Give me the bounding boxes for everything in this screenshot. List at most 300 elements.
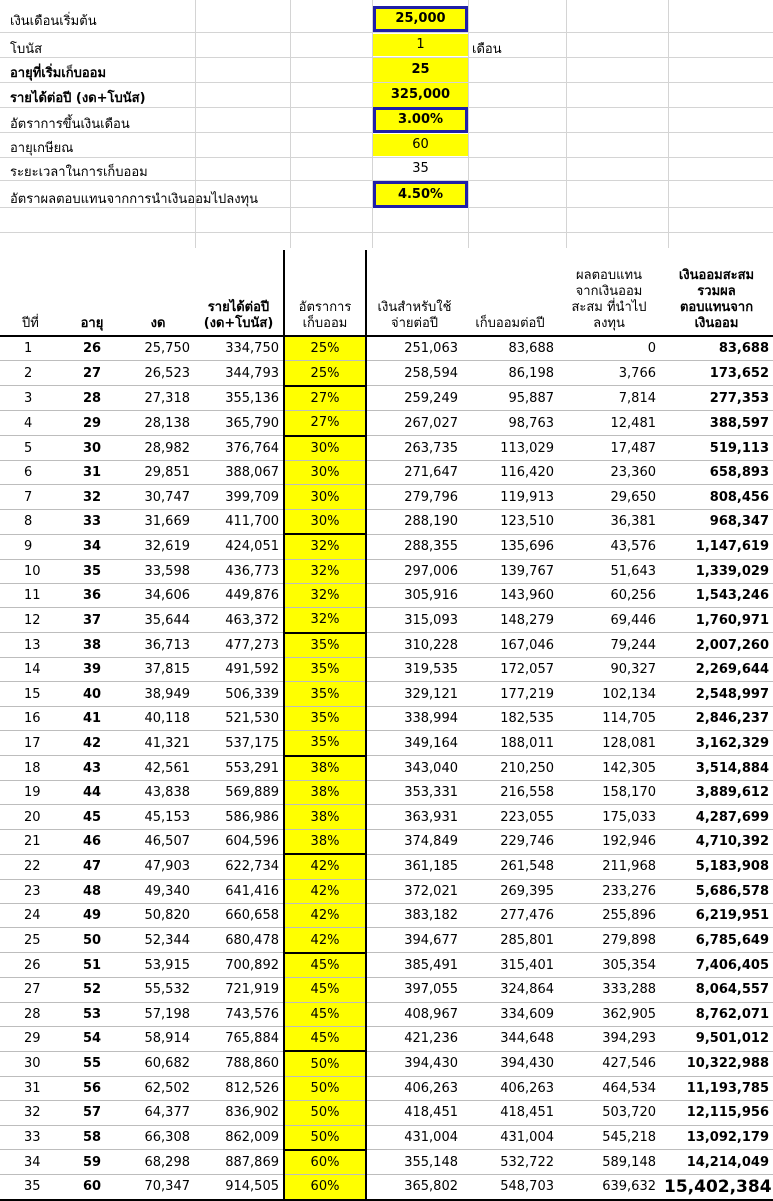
saving-cell: 143,960 <box>462 583 558 607</box>
year-cell: 19 <box>0 781 62 805</box>
saving-cell: 334,609 <box>462 1002 558 1026</box>
saving-rate-cell[interactable]: 60% <box>284 1150 366 1175</box>
header-year-label: ปีที่ <box>22 316 39 331</box>
salary-cell: 36,713 <box>122 633 194 658</box>
age-cell: 53 <box>62 1002 122 1026</box>
total-cell: 388,597 <box>660 411 773 436</box>
total-cell: 13,092,179 <box>660 1125 773 1150</box>
age-cell: 28 <box>62 386 122 411</box>
table-row <box>0 1150 773 1175</box>
income-cell: 463,372 <box>194 608 284 633</box>
header-returns-line: ผลตอบแทน <box>576 268 642 283</box>
salary-cell: 28,138 <box>122 411 194 436</box>
saving-rate-cell[interactable]: 50% <box>284 1101 366 1125</box>
returns-cell: 192,946 <box>558 829 660 854</box>
param-label-annual-income: รายได้ต่อปี (งด+โบนัส) <box>10 91 146 106</box>
param-unit-bonus: เดือน <box>472 42 502 57</box>
saving-rate-cell[interactable]: 27% <box>284 386 366 411</box>
saving-cell: 406,263 <box>462 1076 558 1100</box>
returns-cell: 128,081 <box>558 731 660 756</box>
total-cell: 5,686,578 <box>660 879 773 903</box>
salary-cell: 49,340 <box>122 879 194 903</box>
total-cell: 2,846,237 <box>660 706 773 730</box>
saving-rate-cell[interactable]: 32% <box>284 534 366 559</box>
returns-cell: 464,534 <box>558 1076 660 1100</box>
year-cell: 31 <box>0 1076 62 1100</box>
spending-cell: 431,004 <box>366 1125 462 1150</box>
year-cell: 28 <box>0 1002 62 1026</box>
total-cell: 2,007,260 <box>660 633 773 658</box>
param-value-raise-rate[interactable]: 3.00% <box>373 107 468 133</box>
age-cell: 58 <box>62 1125 122 1150</box>
saving-cell: 261,548 <box>462 854 558 879</box>
age-cell: 47 <box>62 854 122 879</box>
saving-rate-cell[interactable]: 45% <box>284 978 366 1002</box>
saving-cell: 177,219 <box>462 682 558 706</box>
table-row <box>0 829 773 854</box>
param-label-start-age: อายุที่เริ่มเก็บออม <box>10 66 107 81</box>
age-cell: 59 <box>62 1150 122 1175</box>
table-row <box>0 1125 773 1150</box>
grid-line <box>0 32 773 33</box>
age-cell: 43 <box>62 756 122 781</box>
age-cell: 54 <box>62 1026 122 1051</box>
header-spend-line: จ่ายต่อปี <box>390 316 439 331</box>
age-cell: 35 <box>62 559 122 583</box>
saving-cell: 344,648 <box>462 1026 558 1051</box>
returns-cell: 175,033 <box>558 805 660 829</box>
spending-cell: 288,190 <box>366 509 462 534</box>
returns-cell: 51,643 <box>558 559 660 583</box>
returns-cell: 29,650 <box>558 485 660 509</box>
total-cell: 12,115,956 <box>660 1101 773 1125</box>
header-returns-line: จากเงินออม <box>575 284 643 299</box>
returns-cell: 79,244 <box>558 633 660 658</box>
saving-rate-cell[interactable]: 45% <box>284 953 366 978</box>
income-cell: 721,919 <box>194 978 284 1002</box>
year-cell: 24 <box>0 903 62 927</box>
year-cell: 2 <box>0 361 62 386</box>
spending-cell: 251,063 <box>366 336 462 361</box>
param-value-retire-age[interactable]: 60 <box>373 134 468 156</box>
saving-cell: 548,703 <box>462 1175 558 1200</box>
param-value-bonus[interactable]: 1 <box>373 34 468 56</box>
year-cell: 13 <box>0 633 62 658</box>
total-cell: 83,688 <box>660 336 773 361</box>
saving-rate-cell[interactable]: 35% <box>284 706 366 730</box>
income-cell: 521,530 <box>194 706 284 730</box>
spending-cell: 263,735 <box>366 436 462 461</box>
income-cell: 477,273 <box>194 633 284 658</box>
saving-cell: 285,801 <box>462 928 558 953</box>
saving-rate-cell[interactable]: 27% <box>284 411 366 436</box>
table-row <box>0 1026 773 1051</box>
saving-cell: 210,250 <box>462 756 558 781</box>
returns-cell: 17,487 <box>558 436 660 461</box>
saving-rate-cell[interactable]: 38% <box>284 756 366 781</box>
saving-cell: 418,451 <box>462 1101 558 1125</box>
saving-rate-cell[interactable]: 42% <box>284 879 366 903</box>
income-cell: 344,793 <box>194 361 284 386</box>
salary-cell: 60,682 <box>122 1051 194 1076</box>
saving-rate-cell[interactable]: 30% <box>284 485 366 509</box>
year-cell: 34 <box>0 1150 62 1175</box>
table-row <box>0 386 773 411</box>
saving-rate-cell[interactable]: 38% <box>284 805 366 829</box>
returns-cell: 12,481 <box>558 411 660 436</box>
table-row <box>0 633 773 658</box>
total-cell: 5,183,908 <box>660 854 773 879</box>
salary-cell: 47,903 <box>122 854 194 879</box>
saving-cell: 188,011 <box>462 731 558 756</box>
salary-cell: 38,949 <box>122 682 194 706</box>
saving-rate-cell[interactable]: 42% <box>284 903 366 927</box>
saving-cell: 167,046 <box>462 633 558 658</box>
returns-cell: 102,134 <box>558 682 660 706</box>
salary-cell: 46,507 <box>122 829 194 854</box>
saving-cell: 172,057 <box>462 658 558 682</box>
header-age <box>62 250 122 336</box>
spending-cell: 418,451 <box>366 1101 462 1125</box>
param-label-retire-age: อายุเกษียณ <box>10 141 74 156</box>
saving-rate-cell[interactable]: 35% <box>284 658 366 682</box>
salary-cell: 31,669 <box>122 509 194 534</box>
saving-rate-cell[interactable]: 35% <box>284 633 366 658</box>
param-label-bonus: โบนัส <box>10 42 43 57</box>
header-spend-line: เงินสำหรับใช้ <box>377 300 452 315</box>
saving-cell: 86,198 <box>462 361 558 386</box>
spending-cell: 363,931 <box>366 805 462 829</box>
table-row <box>0 1051 773 1076</box>
income-cell: 506,339 <box>194 682 284 706</box>
income-cell: 812,526 <box>194 1076 284 1100</box>
income-cell: 887,869 <box>194 1150 284 1175</box>
income-cell: 376,764 <box>194 436 284 461</box>
total-cell: 1,760,971 <box>660 608 773 633</box>
returns-cell: 142,305 <box>558 756 660 781</box>
returns-cell: 43,576 <box>558 534 660 559</box>
returns-cell: 90,327 <box>558 658 660 682</box>
age-cell: 34 <box>62 534 122 559</box>
total-cell: 6,219,951 <box>660 903 773 927</box>
total-cell: 15,402,384 <box>660 1175 773 1200</box>
header-rate-line: อัตราการ <box>298 300 352 315</box>
salary-cell: 45,153 <box>122 805 194 829</box>
income-cell: 537,175 <box>194 731 284 756</box>
year-cell: 27 <box>0 978 62 1002</box>
income-cell: 411,700 <box>194 509 284 534</box>
saving-rate-cell[interactable]: 50% <box>284 1051 366 1076</box>
income-cell: 604,596 <box>194 829 284 854</box>
saving-rate-cell[interactable]: 32% <box>284 559 366 583</box>
total-cell: 1,543,246 <box>660 583 773 607</box>
savings-table <box>0 250 773 1201</box>
spending-cell: 343,040 <box>366 756 462 781</box>
salary-cell: 29,851 <box>122 460 194 484</box>
saving-rate-cell[interactable]: 50% <box>284 1125 366 1150</box>
age-cell: 27 <box>62 361 122 386</box>
saving-rate-cell[interactable]: 35% <box>284 682 366 706</box>
spending-cell: 310,228 <box>366 633 462 658</box>
spending-cell: 365,802 <box>366 1175 462 1200</box>
saving-rate-cell[interactable]: 25% <box>284 336 366 361</box>
header-returns-line: ลงทุน <box>593 316 625 331</box>
table-row <box>0 781 773 805</box>
table-row <box>0 460 773 484</box>
income-cell: 765,884 <box>194 1026 284 1051</box>
total-cell: 4,287,699 <box>660 805 773 829</box>
returns-cell: 255,896 <box>558 903 660 927</box>
param-value-annual-income: 325,000 <box>373 83 468 107</box>
param-label-return-rate: อัตราผลตอบแทนจากการนำเงินออมไปลงทุน <box>10 192 259 207</box>
year-cell: 4 <box>0 411 62 436</box>
year-cell: 35 <box>0 1175 62 1200</box>
salary-cell: 64,377 <box>122 1101 194 1125</box>
header-saving-label: เก็บออมต่อปี <box>475 316 545 331</box>
total-cell: 173,652 <box>660 361 773 386</box>
saving-rate-cell[interactable]: 42% <box>284 854 366 879</box>
param-value-start-salary[interactable]: 25,000 <box>373 6 468 32</box>
returns-cell: 639,632 <box>558 1175 660 1200</box>
table-row <box>0 1101 773 1125</box>
saving-rate-cell[interactable]: 42% <box>284 928 366 953</box>
saving-rate-cell[interactable]: 45% <box>284 1002 366 1026</box>
spending-cell: 397,055 <box>366 978 462 1002</box>
spending-cell: 385,491 <box>366 953 462 978</box>
income-cell: 365,790 <box>194 411 284 436</box>
salary-cell: 42,561 <box>122 756 194 781</box>
salary-cell: 34,606 <box>122 583 194 607</box>
header-spending <box>366 250 462 336</box>
saving-cell: 394,430 <box>462 1051 558 1076</box>
param-label-start-salary: เงินเดือนเริ่มต้น <box>10 14 97 29</box>
header-salary-label: งด <box>150 316 166 331</box>
year-cell: 17 <box>0 731 62 756</box>
returns-cell: 3,766 <box>558 361 660 386</box>
grid-line <box>566 0 567 248</box>
income-cell: 660,658 <box>194 903 284 927</box>
income-cell: 424,051 <box>194 534 284 559</box>
salary-cell: 68,298 <box>122 1150 194 1175</box>
param-value-return-rate[interactable]: 4.50% <box>373 181 468 208</box>
table-row <box>0 559 773 583</box>
year-cell: 25 <box>0 928 62 953</box>
total-cell: 968,347 <box>660 509 773 534</box>
table-body <box>0 336 773 1200</box>
total-cell: 6,785,649 <box>660 928 773 953</box>
table-row <box>0 756 773 781</box>
total-cell: 7,406,405 <box>660 953 773 978</box>
header-year <box>0 250 62 336</box>
header-rate-line: เก็บออม <box>302 316 348 331</box>
income-cell: 449,876 <box>194 583 284 607</box>
saving-rate-cell[interactable]: 35% <box>284 731 366 756</box>
header-income-line: รายได้ต่อปี <box>207 300 270 315</box>
saving-cell: 139,767 <box>462 559 558 583</box>
salary-cell: 52,344 <box>122 928 194 953</box>
age-cell: 33 <box>62 509 122 534</box>
returns-cell: 233,276 <box>558 879 660 903</box>
year-cell: 16 <box>0 706 62 730</box>
table-row <box>0 805 773 829</box>
age-cell: 36 <box>62 583 122 607</box>
age-cell: 42 <box>62 731 122 756</box>
age-cell: 56 <box>62 1076 122 1100</box>
year-cell: 14 <box>0 658 62 682</box>
saving-rate-cell[interactable]: 30% <box>284 436 366 461</box>
age-cell: 46 <box>62 829 122 854</box>
header-total <box>660 250 773 336</box>
year-cell: 3 <box>0 386 62 411</box>
salary-cell: 66,308 <box>122 1125 194 1150</box>
income-cell: 622,734 <box>194 854 284 879</box>
total-cell: 519,113 <box>660 436 773 461</box>
param-value-start-age[interactable]: 25 <box>373 58 468 82</box>
saving-rate-cell[interactable]: 50% <box>284 1076 366 1100</box>
saving-rate-cell[interactable]: 38% <box>284 781 366 805</box>
saving-cell: 182,535 <box>462 706 558 730</box>
table-row <box>0 903 773 927</box>
salary-cell: 41,321 <box>122 731 194 756</box>
income-cell: 553,291 <box>194 756 284 781</box>
total-cell: 277,353 <box>660 386 773 411</box>
saving-cell: 98,763 <box>462 411 558 436</box>
salary-cell: 40,118 <box>122 706 194 730</box>
income-cell: 680,478 <box>194 928 284 953</box>
year-cell: 5 <box>0 436 62 461</box>
table-row <box>0 879 773 903</box>
income-cell: 569,889 <box>194 781 284 805</box>
spending-cell: 406,263 <box>366 1076 462 1100</box>
header-returns <box>558 250 660 336</box>
income-cell: 586,986 <box>194 805 284 829</box>
header-total-line: รวมผล <box>697 284 736 299</box>
table-row <box>0 1076 773 1100</box>
spending-cell: 258,594 <box>366 361 462 386</box>
total-cell: 808,456 <box>660 485 773 509</box>
table-row <box>0 361 773 386</box>
header-returns-line: สะสม ที่นำไป <box>571 300 647 315</box>
spending-cell: 421,236 <box>366 1026 462 1051</box>
total-cell: 1,339,029 <box>660 559 773 583</box>
table-row <box>0 411 773 436</box>
saving-rate-cell[interactable]: 32% <box>284 583 366 607</box>
saving-rate-cell[interactable]: 38% <box>284 829 366 854</box>
year-cell: 8 <box>0 509 62 534</box>
table-row <box>0 953 773 978</box>
returns-cell: 545,218 <box>558 1125 660 1150</box>
age-cell: 32 <box>62 485 122 509</box>
saving-rate-cell[interactable]: 25% <box>284 361 366 386</box>
returns-cell: 362,905 <box>558 1002 660 1026</box>
income-cell: 743,576 <box>194 1002 284 1026</box>
param-label-raise-rate: อัตราการขึ้นเงินเดือน <box>10 117 130 132</box>
saving-cell: 269,395 <box>462 879 558 903</box>
returns-cell: 23,360 <box>558 460 660 484</box>
year-cell: 9 <box>0 534 62 559</box>
table-row <box>0 682 773 706</box>
param-label-saving-period: ระยะเวลาในการเก็บออม <box>10 165 148 180</box>
age-cell: 37 <box>62 608 122 633</box>
spending-cell: 297,006 <box>366 559 462 583</box>
year-cell: 29 <box>0 1026 62 1051</box>
param-value-saving-period: 35 <box>412 161 429 176</box>
total-cell: 2,269,644 <box>660 658 773 682</box>
salary-cell: 53,915 <box>122 953 194 978</box>
salary-cell: 62,502 <box>122 1076 194 1100</box>
year-cell: 1 <box>0 336 62 361</box>
saving-rate-cell[interactable]: 30% <box>284 460 366 484</box>
saving-cell: 123,510 <box>462 509 558 534</box>
age-cell: 40 <box>62 682 122 706</box>
returns-cell: 279,898 <box>558 928 660 953</box>
saving-rate-cell[interactable]: 60% <box>284 1175 366 1200</box>
spending-cell: 394,677 <box>366 928 462 953</box>
income-cell: 388,067 <box>194 460 284 484</box>
table-row <box>0 336 773 361</box>
saving-rate-cell[interactable]: 30% <box>284 509 366 534</box>
age-cell: 31 <box>62 460 122 484</box>
age-cell: 48 <box>62 879 122 903</box>
salary-cell: 25,750 <box>122 336 194 361</box>
age-cell: 51 <box>62 953 122 978</box>
saving-cell: 135,696 <box>462 534 558 559</box>
spending-cell: 315,093 <box>366 608 462 633</box>
salary-cell: 26,523 <box>122 361 194 386</box>
saving-cell: 148,279 <box>462 608 558 633</box>
returns-cell: 211,968 <box>558 854 660 879</box>
saving-cell: 229,746 <box>462 829 558 854</box>
returns-cell: 60,256 <box>558 583 660 607</box>
total-cell: 3,162,329 <box>660 731 773 756</box>
spending-cell: 267,027 <box>366 411 462 436</box>
income-cell: 700,892 <box>194 953 284 978</box>
saving-cell: 431,004 <box>462 1125 558 1150</box>
returns-cell: 36,381 <box>558 509 660 534</box>
spending-cell: 383,182 <box>366 903 462 927</box>
grid-line <box>0 232 773 233</box>
age-cell: 57 <box>62 1101 122 1125</box>
income-cell: 836,902 <box>194 1101 284 1125</box>
salary-cell: 57,198 <box>122 1002 194 1026</box>
salary-cell: 30,747 <box>122 485 194 509</box>
returns-cell: 503,720 <box>558 1101 660 1125</box>
year-cell: 32 <box>0 1101 62 1125</box>
saving-cell: 83,688 <box>462 336 558 361</box>
grid-line <box>468 0 469 248</box>
year-cell: 11 <box>0 583 62 607</box>
saving-rate-cell[interactable]: 32% <box>284 608 366 633</box>
year-cell: 23 <box>0 879 62 903</box>
income-cell: 914,505 <box>194 1175 284 1200</box>
saving-cell: 95,887 <box>462 386 558 411</box>
saving-rate-cell[interactable]: 45% <box>284 1026 366 1051</box>
salary-cell: 27,318 <box>122 386 194 411</box>
saving-cell: 324,864 <box>462 978 558 1002</box>
total-cell: 3,889,612 <box>660 781 773 805</box>
header-salary <box>122 250 194 336</box>
income-cell: 334,750 <box>194 336 284 361</box>
total-cell: 658,893 <box>660 460 773 484</box>
spending-cell: 372,021 <box>366 879 462 903</box>
salary-cell: 58,914 <box>122 1026 194 1051</box>
total-cell: 9,501,012 <box>660 1026 773 1051</box>
header-total-line: เงินออมสะสม <box>678 268 755 283</box>
spending-cell: 319,535 <box>366 658 462 682</box>
age-cell: 55 <box>62 1051 122 1076</box>
income-cell: 436,773 <box>194 559 284 583</box>
age-cell: 44 <box>62 781 122 805</box>
